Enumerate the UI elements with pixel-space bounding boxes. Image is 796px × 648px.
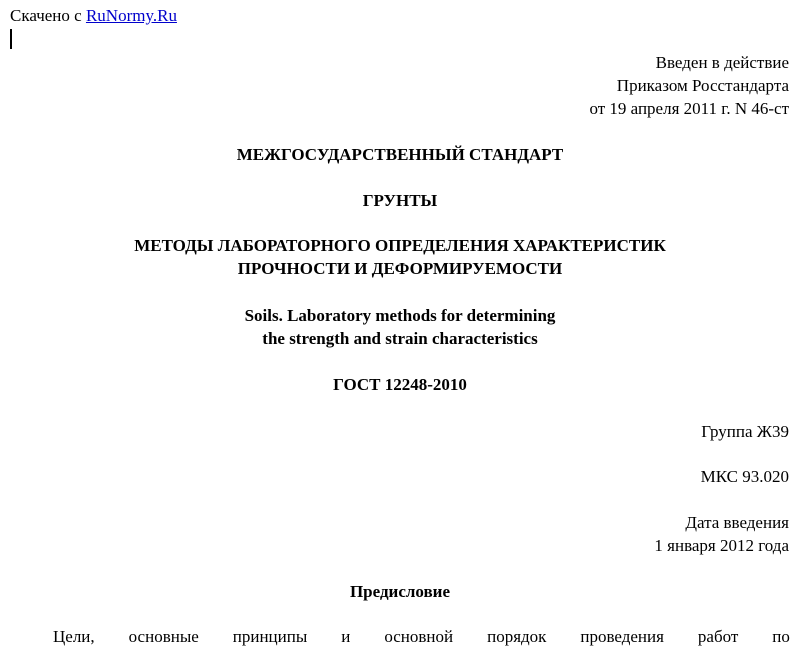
english-title-line-2: the strength and strain characteristics: [262, 329, 538, 348]
standard-type: [0, 143, 796, 166]
foreword-word: и: [341, 627, 351, 646]
foreword-word: проведения: [580, 627, 664, 646]
text-caret: [10, 29, 12, 49]
intro-date-block: [654, 511, 789, 557]
mks-label: [701, 465, 789, 488]
foreword-word: Цели,: [53, 627, 95, 646]
title-line-2: ПРОЧНОСТИ И ДЕФОРМИРУЕМОСТИ: [237, 259, 563, 278]
source-line: [10, 6, 177, 26]
enactment-line-1: Введен в действие: [655, 53, 789, 72]
foreword-word: работ: [697, 627, 739, 646]
title-line-1: МЕТОДЫ ЛАБОРАТОРНОГО ОПРЕДЕЛЕНИЯ ХАРАКТЕРИСТИК: [134, 236, 666, 255]
english-title: [0, 304, 796, 350]
standard-code-text: ГОСТ 12248-2010: [333, 375, 467, 394]
foreword-first-line: [10, 626, 790, 648]
foreword-title: Предисловие: [349, 582, 451, 601]
standard-type-text: МЕЖГОСУДАРСТВЕННЫЙ СТАНДАРТ: [236, 145, 564, 164]
source-prefix: Скачено с: [10, 6, 86, 25]
intro-date-value: 1 января 2012 года: [654, 536, 789, 555]
enactment-line-3: от 19 апреля 2011 г. N 46-ст: [589, 99, 789, 118]
foreword-word: основные: [128, 627, 199, 646]
group-text: Группа Ж39: [701, 422, 789, 441]
document-title: [0, 234, 796, 280]
english-title-line-1: Soils. Laboratory methods for determining: [244, 306, 556, 325]
enactment-line-2: Приказом Росстандарта: [616, 76, 789, 95]
intro-date-label: Дата введения: [685, 513, 789, 532]
foreword-word: порядок: [487, 627, 547, 646]
standard-code: [0, 373, 796, 396]
foreword-paragraph: [10, 626, 790, 648]
foreword-word: принципы: [232, 627, 308, 646]
subject-text: ГРУНТЫ: [362, 191, 438, 210]
group-label: [701, 420, 789, 443]
enactment-block: [589, 51, 789, 120]
source-link[interactable]: RuNormy.Ru: [85, 6, 177, 25]
subject-heading: [0, 189, 796, 212]
foreword-word: по: [772, 627, 790, 646]
mks-text: МКС 93.020: [700, 467, 789, 486]
foreword-word: основной: [384, 627, 454, 646]
foreword-heading: [0, 580, 796, 603]
